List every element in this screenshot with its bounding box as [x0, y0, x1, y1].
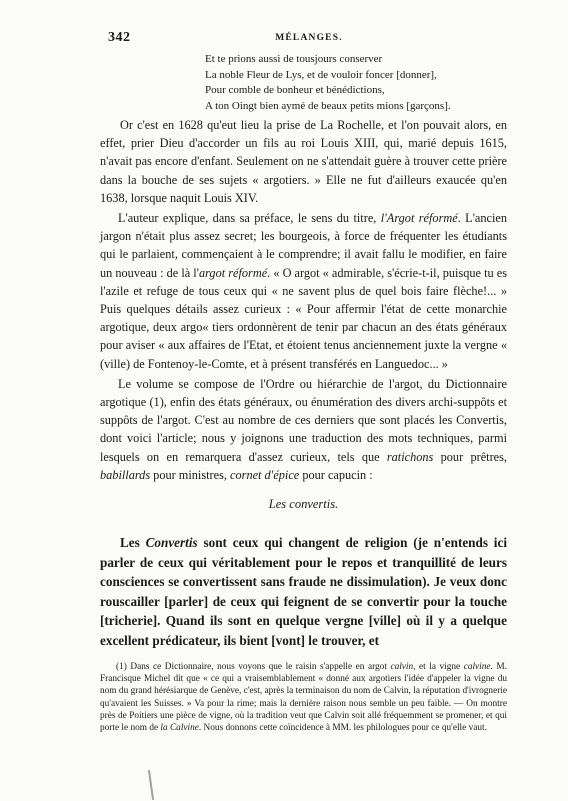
text-run: Les: [120, 535, 146, 550]
verse-quotation: [205, 52, 451, 114]
text-run: . M. Francisque Michel dit que « ce qui a vraisemblablement « donné aux argotiers l'idée d'appeler la vigne du nom du grand hérésiarque de Genève, c'est, après la terminaison du nom de Calvin, la réputation d'ivrognerie qu'avaient les Suisses. » Va pour la rime; mais la dernière raison nous semble un peu faible. — On montre près de Poitiers une pièce de vigne, où la tradition veut que Calvin soit allé fréquemment se promener, et qui porte le nom de: [100, 662, 507, 734]
italic-term: la Calvine: [160, 723, 199, 734]
paragraph-preface: [100, 209, 507, 373]
italic-term: argot réformé: [198, 265, 268, 280]
scan-pencil-mark: [148, 770, 154, 800]
verse-line: A ton Oingt bien aymé de beaux petits mions [garçons].: [205, 99, 451, 112]
italic-term: Convertis: [145, 535, 198, 550]
text-run: sont ceux qui changent de religion (je n'entends ici parler de ceux qui véritablement pour le repos et tranquillité de leurs consciences se convertissent sans fraude ne dissimulation). Je veux donc rouscailler [parler] de ceux qui feignent de se convertir pour la touche [tricherie]. Quand ils sont en quelque vergne [ville] où il y a quelque excellent prédicateur, ils bient [vont] le trouver, et: [100, 535, 507, 648]
quoted-article: [100, 533, 507, 650]
main-text: [100, 116, 507, 486]
italic-term: l'Argot réformé: [380, 211, 458, 226]
italic-term: cornet d'épice: [230, 467, 300, 482]
paragraph-convertis: [100, 533, 507, 650]
running-title: MÉLANGES.: [275, 33, 343, 43]
text-run: . Nous donnons cette coïncidence à MM. les philologues pour ce qu'elle vaut.: [198, 723, 487, 734]
italic-term: calvine: [463, 662, 491, 672]
text-run: pour ministres,: [150, 467, 231, 482]
text-run: , et la vigne: [413, 662, 464, 672]
italic-term: ratichons: [386, 449, 434, 464]
paragraph-la-rochelle: Or c'est en 1628 qu'eut lieu la prise de La Rochelle, et l'on pouvait alors, en effet, prier Dieu d'accorder un fils au roi Louis XIII, qui, marié depuis 1615, n'avait pas encore d'enfant. Seulement on ne s'attendait guère à trouver cette prière dans la bouche de ses sujets « argotiers. » Elle ne fut d'ailleurs exaucée qu'en 1638, lorsque naquit Louis XIV.: [100, 118, 507, 205]
text-run: (1) Dans ce Dictionnaire, nous voyons que le raisin s'appelle en argot: [116, 662, 391, 672]
running-header: [108, 30, 510, 46]
italic-term: babillards: [100, 467, 151, 482]
text-run: pour prêtres,: [433, 449, 507, 464]
footnote: [100, 661, 507, 734]
text-run: pour capucin :: [299, 467, 373, 482]
verse-line: Et te prions aussi de tousjours conserver: [205, 53, 383, 65]
verse-line: La noble Fleur de Lys, et de vouloir foncer [donner],: [205, 68, 437, 81]
text-run: . L'ancien jargon n'était plus assez secret; les bourgeois, à force de fréquenter les étudiants qui le parlaient, commençaient à le comprendre; il avait fallu le modifier, en faire un nouveau : de là l': [100, 211, 507, 280]
footnote-text: [100, 661, 507, 734]
paragraph-volume: [100, 375, 507, 484]
section-subtitle: Les convertis.: [268, 497, 339, 511]
text-run: Le volume se compose de l'Ordre ou hiérarchie de l'argot, du Dictionnaire argotique (1), enfin des états généraux, ou énumération des divers archi-suppôts et suppôts de l'argot. C'est au nombre de ces derniers que sont placés les Convertis, dont voici l'article; nous y joignons une traduction des mots techniques, parmi lesquels on en remarquera d'assez curieux, tels que: [100, 376, 507, 464]
text-run: . « O argot « admirable, s'écrie-t-il, puisque tu es l'azile et refuge de tous ceux qui « ne savent plus de quel bois faire flèche!... » Puis quelques détails assez curieux : « Pour affermir l'état de cette monarchie argotique, deux argo« tiers ordonnèrent de tenir par chacun an des états généraux pour aviser « aux affaires de l'Etat, et étoient tenus anciennement juxte la vergne « (ville) de Fontenoy-le-Comte, et à présent transférés en Languedoc... »: [100, 265, 507, 371]
italic-term: calvin: [390, 662, 414, 672]
verse-line: Pour comble de bonheur et bénédictions,: [205, 84, 385, 96]
text-run: L'auteur explique, dans sa préface, le sens du titre,: [118, 211, 381, 226]
page-number: 342: [108, 30, 131, 45]
